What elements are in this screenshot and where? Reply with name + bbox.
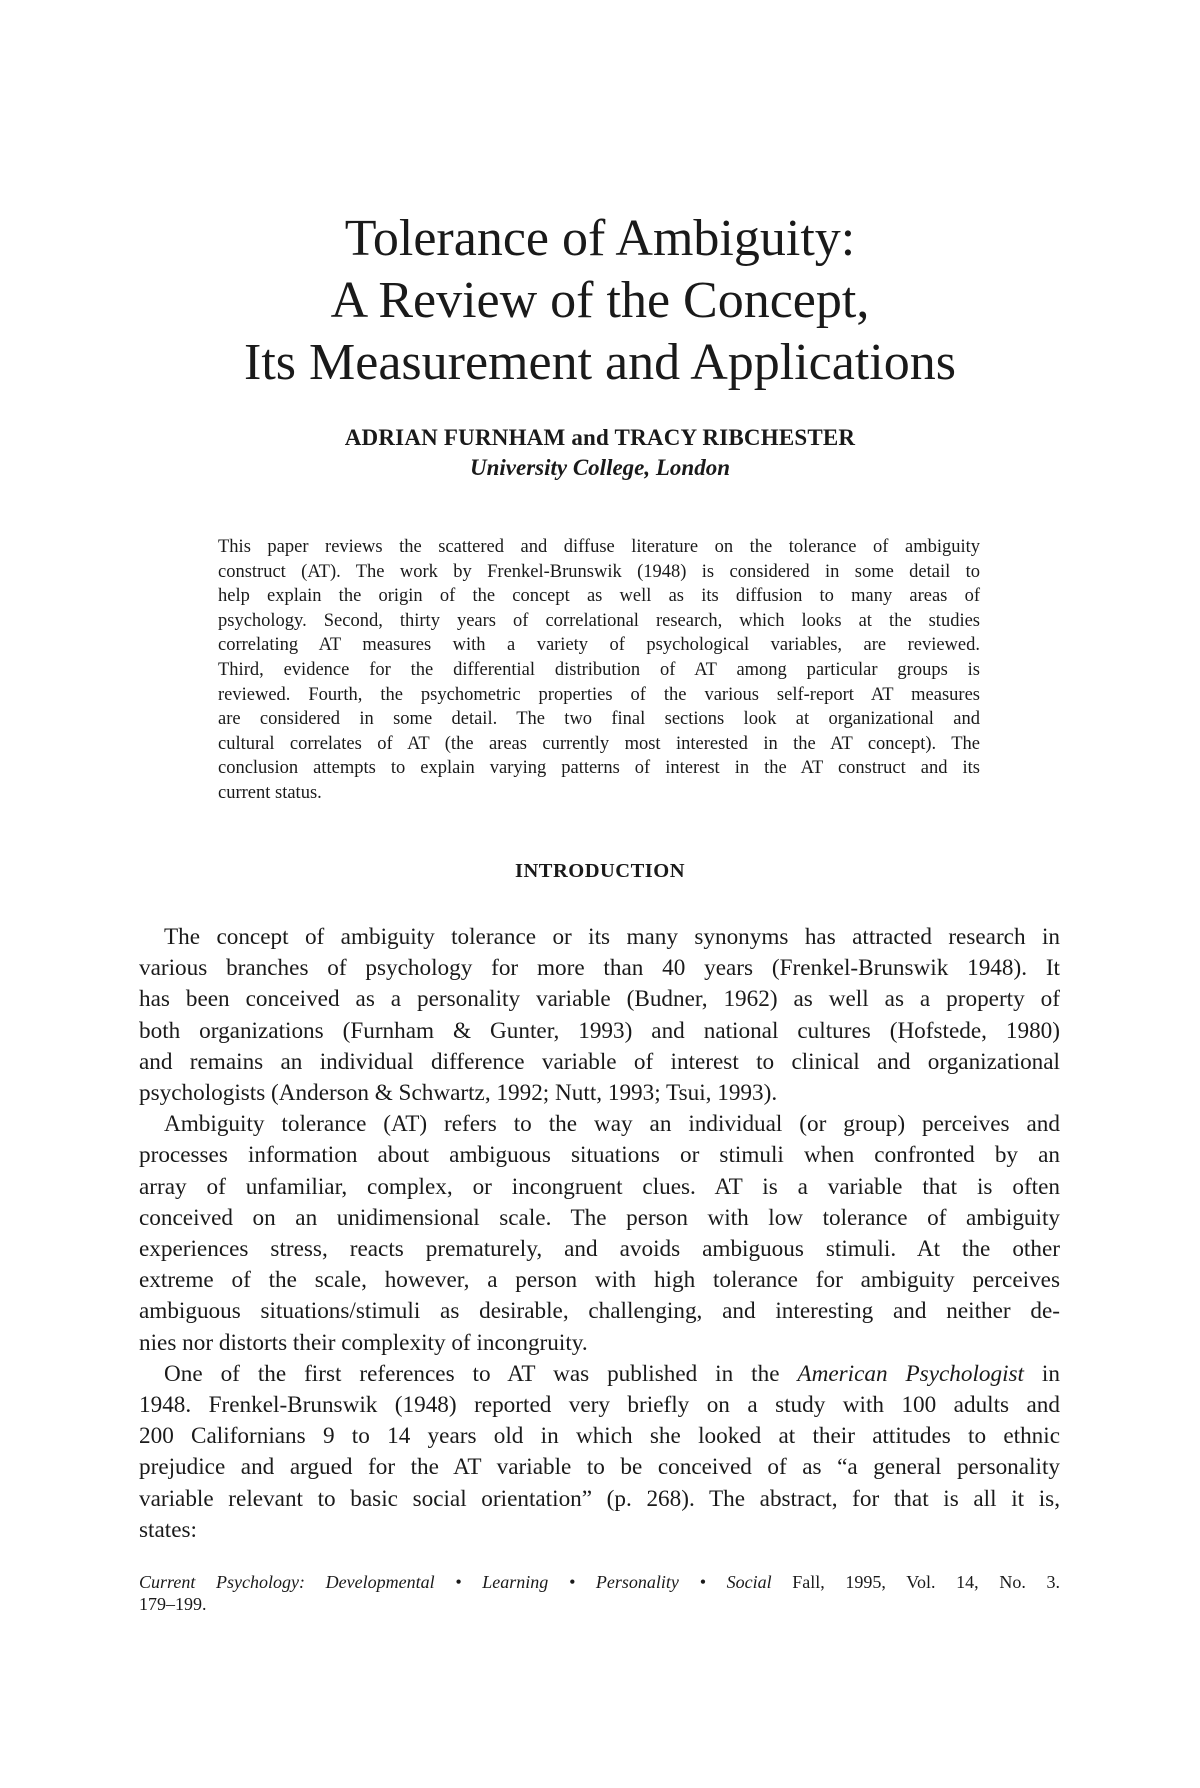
body-text — [139, 922, 1060, 1546]
abstract-line: reviewed. Fourth, the psychometric properties of the various self-report AT measures — [218, 684, 980, 705]
abstract-line: conclusion attempts to explain varying patterns of interest in the AT construct and its — [218, 758, 980, 779]
paragraph-2-line: experiences stress, reacts prematurely, and avoids ambiguous stimuli. At the other — [139, 1236, 1060, 1263]
paragraph-3-line: states: — [139, 1516, 197, 1543]
paragraph-1-line: various branches of psychology for more than 40 years (Frenkel-Brunswik 1948). It — [139, 955, 1060, 982]
journal-issue: Fall, 1995, Vol. 14, No. 3. — [771, 1572, 1060, 1592]
paragraph-1-line: both organizations (Furnham & Gunter, 1993) and national cultures (Hofstede, 1980) — [139, 1017, 1060, 1044]
abstract-line: cultural correlates of AT (the areas currently most interested in the AT concept). The — [218, 733, 980, 754]
paragraph-3-text: in — [1024, 1360, 1060, 1387]
paragraph-3-line: prejudice and argued for the AT variable to be conceived of as “a general personality — [139, 1454, 1060, 1481]
abstract-line: construct (AT). The work by Frenkel-Brunswik (1948) is considered in some detail to — [218, 561, 980, 582]
paragraph-1-line: and remains an individual difference variable of interest to clinical and organizational — [139, 1048, 1060, 1075]
abstract-line: current status. — [218, 782, 322, 803]
paragraph-1-line: psychologists (Anderson & Schwartz, 1992; Nutt, 1993; Tsui, 1993). — [139, 1080, 778, 1107]
paragraph-1-line: has been conceived as a personality variable (Budner, 1962) as well as a property of — [139, 986, 1060, 1013]
paragraph-2-line: array of unfamiliar, complex, or incongruent clues. AT is a variable that is often — [139, 1173, 1060, 1200]
citation-line — [139, 1571, 1060, 1593]
abstract-line: are considered in some detail. The two final sections look at organizational and — [218, 709, 980, 730]
author-names: ADRIAN FURNHAM and TRACY RIBCHESTER — [344, 425, 856, 450]
paragraph-2-line: Ambiguity tolerance (AT) refers to the way an individual (or group) perceives and — [164, 1111, 1060, 1138]
paragraph-3-line — [139, 1359, 1060, 1390]
section-heading: INTRODUCTION — [514, 860, 686, 882]
paragraph-3-line: variable relevant to basic social orientation” (p. 268). The abstract, for that is all it is, — [139, 1485, 1060, 1512]
journal-footer — [139, 1571, 1060, 1615]
paragraph-2-line: conceived on an unidimensional scale. The person with low tolerance of ambiguity — [139, 1204, 1060, 1231]
abstract — [218, 535, 980, 806]
paragraph-2-line: ambiguous situations/stimuli as desirable, challenging, and interesting and neither de- — [139, 1298, 1060, 1325]
journal-title: Current Psychology: Developmental • Learning • Personality • Social — [139, 1572, 772, 1592]
abstract-line: psychology. Second, thirty years of correlational research, which looks at the studies — [218, 610, 980, 631]
paragraph-1-line: The concept of ambiguity tolerance or its many synonyms has attracted research in — [164, 924, 1060, 950]
title-line-3: Its Measurement and Applications — [244, 334, 956, 391]
paragraph-2-line: nies nor distorts their complexity of incongruity. — [139, 1329, 588, 1356]
title-line-2: A Review of the Concept, — [330, 272, 870, 329]
paragraph-2-line: extreme of the scale, however, a person with high tolerance for ambiguity perceives — [139, 1267, 1060, 1294]
abstract-line: Third, evidence for the differential distribution of AT among particular groups is — [218, 659, 980, 680]
paragraph-3-text: One of the first references to AT was published in the — [164, 1360, 798, 1387]
paragraph-2-line: processes information about ambiguous situations or stimuli when confronted by an — [139, 1142, 1060, 1169]
page-range: 179–199. — [139, 1594, 207, 1614]
paragraph-3-line: 1948. Frenkel-Brunswik (1948) reported very briefly on a study with 100 adults and — [139, 1392, 1060, 1419]
paragraph-3-line: 200 Californians 9 to 14 years old in which she looked at their attitudes to ethnic — [139, 1423, 1060, 1450]
abstract-line: correlating AT measures with a variety of psychological variables, are reviewed. — [218, 635, 980, 656]
abstract-line: help explain the origin of the concept as well as its diffusion to many areas of — [218, 586, 980, 607]
title-line-1: Tolerance of Ambiguity: — [344, 210, 856, 267]
journal-name: American Psychologist — [797, 1360, 1024, 1387]
author-affiliation: University College, London — [469, 455, 731, 480]
abstract-line: This paper reviews the scattered and diffuse literature on the tolerance of ambiguity — [218, 537, 980, 557]
paper-title — [150, 208, 1050, 394]
